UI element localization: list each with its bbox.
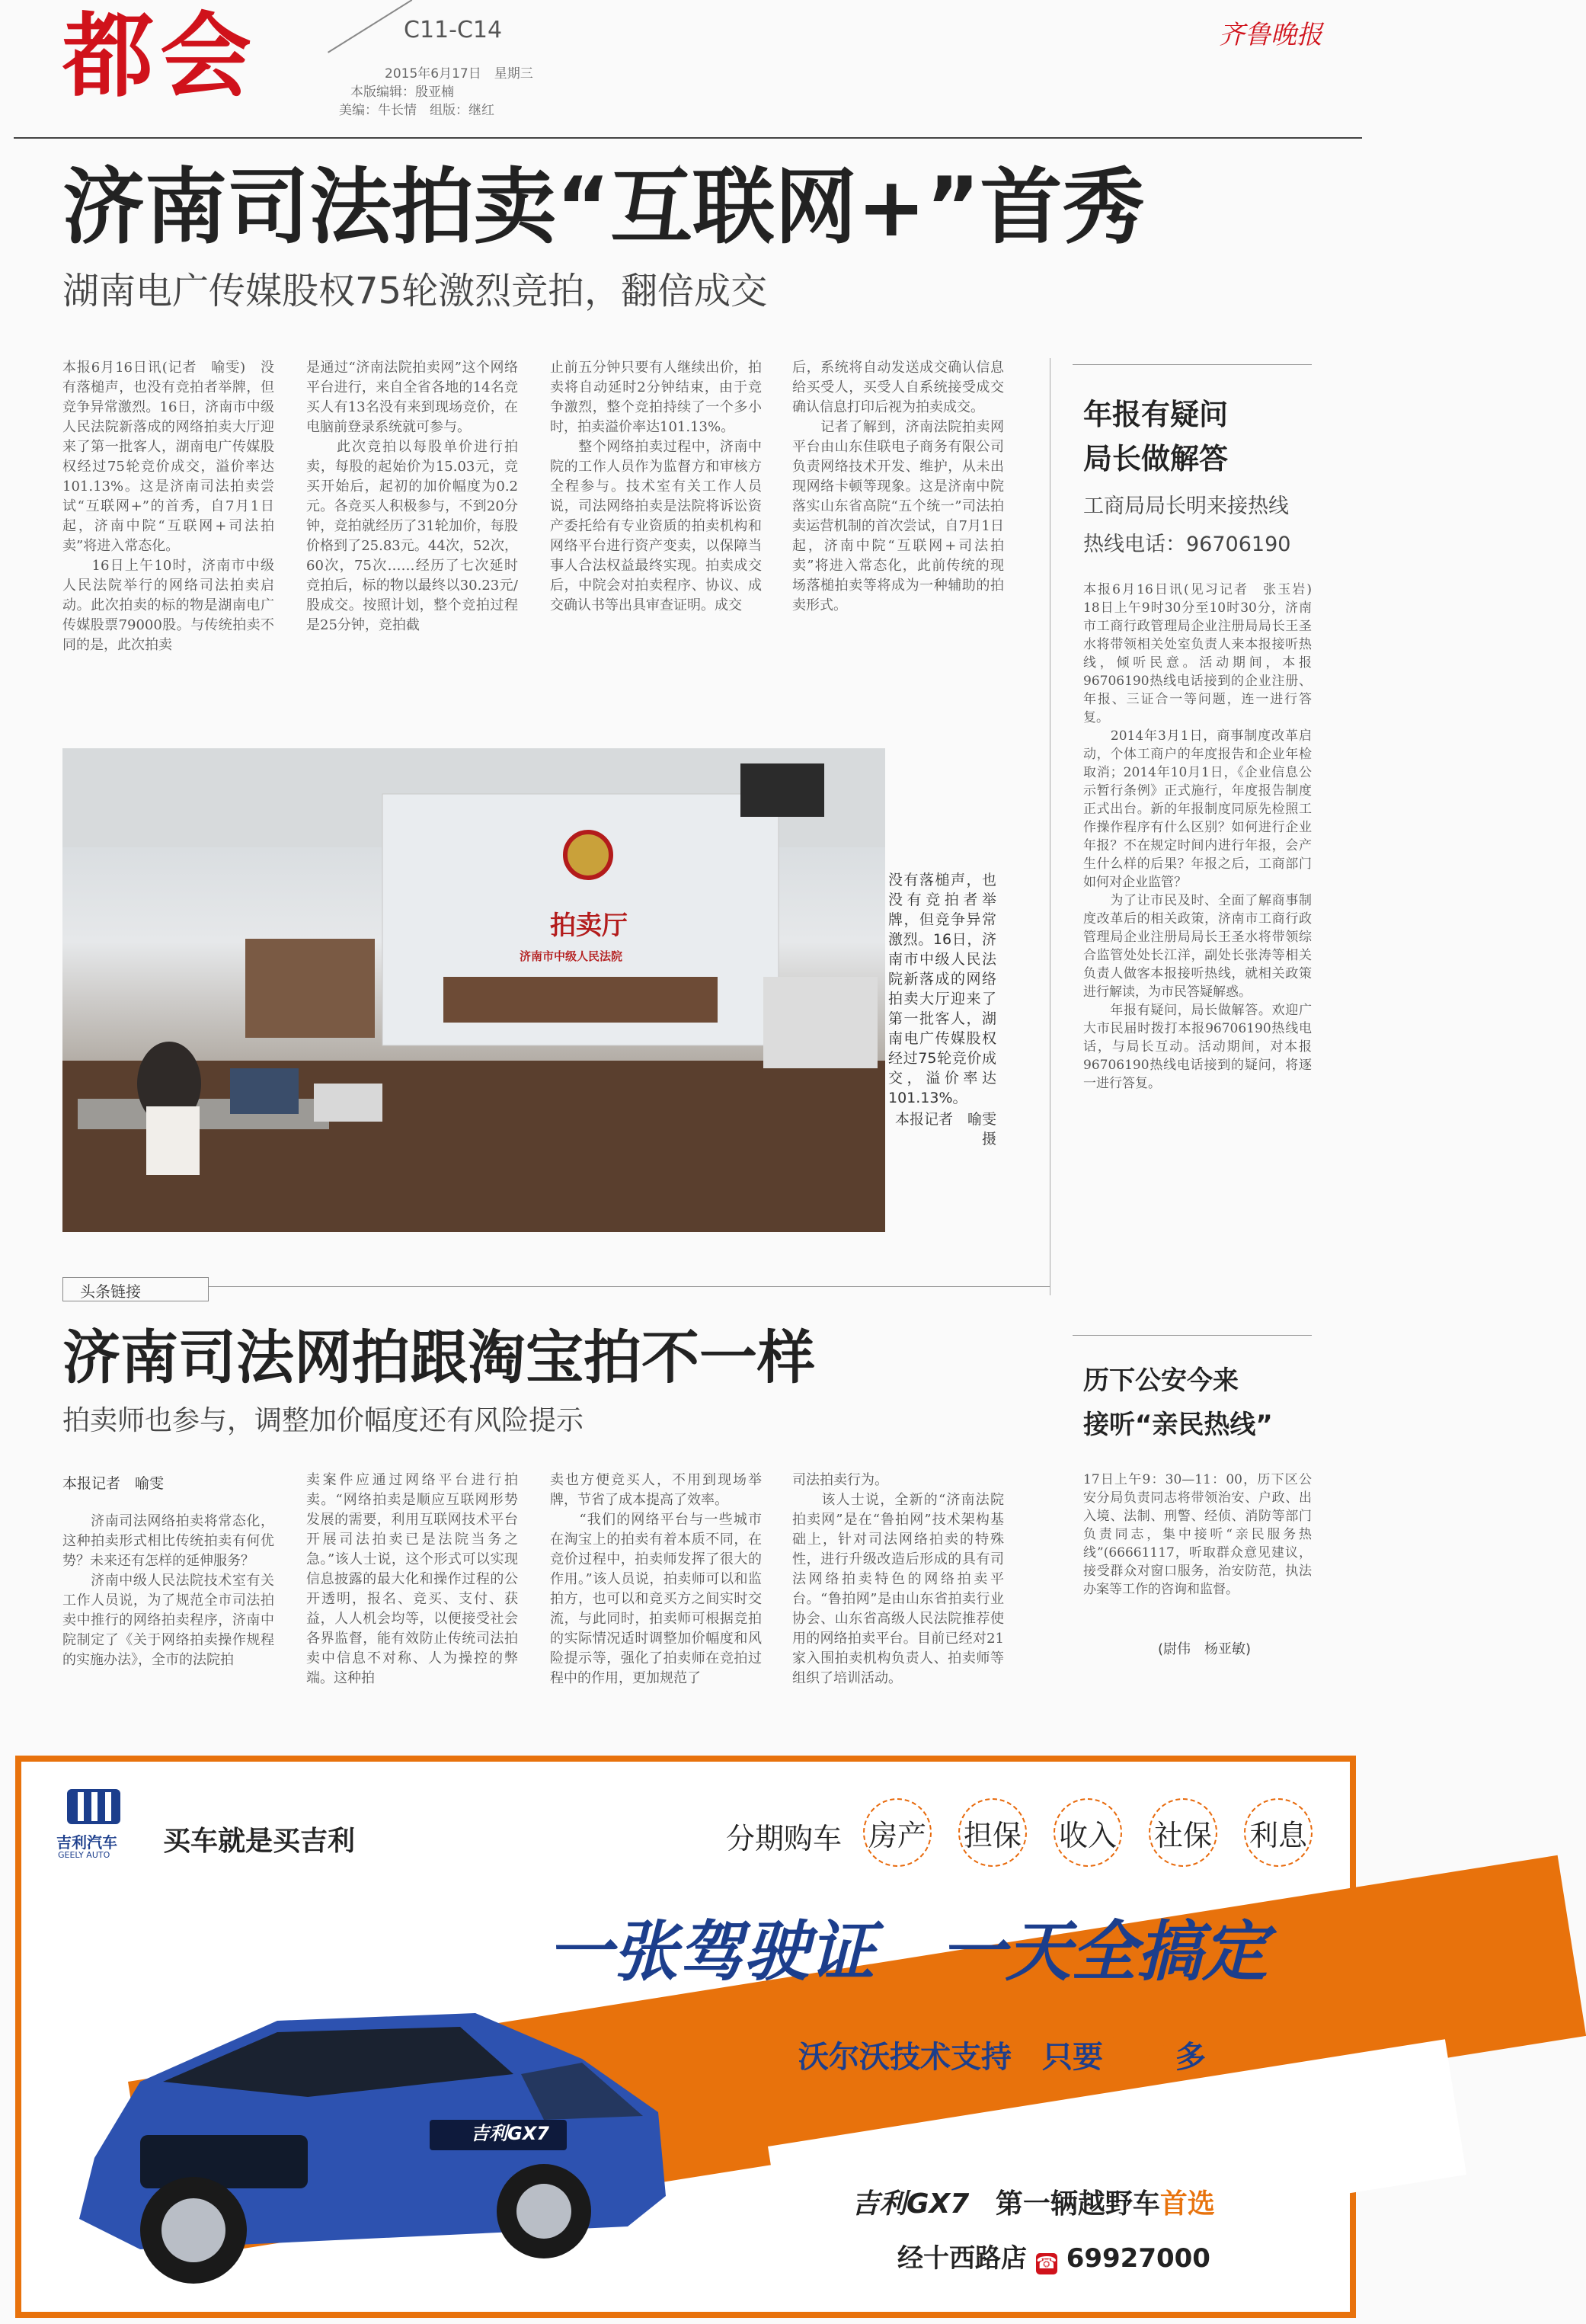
sidebar-bottom-headline-1: 历下公安今来: [1083, 1365, 1239, 1396]
court-emblem-icon: [565, 832, 611, 878]
main-column-3: 止前五分钟只要有人继续出价，拍卖将自动延时2分钟结束，由于竞争激烈，整个竞拍持续了一个多小时，拍卖溢价率达101.13%。 整个网络拍卖过程中，济南中院的工作人员作为监督方和审核方全程参与。技术室有关工作人员说，司法网络拍卖是法院将诉讼资产委托给有专业资质的拍卖机构和网络平台进行资产变卖，以保障当事人合法权益最终实现。拍卖成交后，中院会对拍卖程序、协议、成交确认书等出具审查证明。成交: [550, 360, 762, 613]
sidebar-bottom-body: 17日上午9：30—11：00，历下区公安分局负责同志将带领治安、户政、出入境、法制、刑警、经侦、消防等部门负责同志，集中接听“亲民服务热线”(66661117，听取群众意见建议，接受群众对窗口服务，治安防范，执法办案等工作的咨询和监督。: [1083, 1472, 1312, 1597]
photo-sign-hall: 拍卖厅: [550, 911, 628, 941]
sidebar-top-rule: [1073, 364, 1312, 365]
ad-model-line: [852, 2182, 1215, 2221]
page-range: C11-C14: [404, 17, 503, 43]
ad-tech-line: [798, 2019, 1206, 2080]
main-headline: 济南司法拍卖“互联网+”首秀: [62, 160, 1145, 255]
newspaper-logo: 齐鲁晚报: [1219, 20, 1322, 50]
linked-column-1: 济南司法网络拍卖将常态化，这种拍卖形式相比传统拍卖有何优势？未来还有怎样的延伸服务？ 济南中级人民法院技术室有关工作人员说，为了规范全市司法拍卖中推行的网络拍卖程序，济南中院制定了《关于网络拍卖操作规程的实施办法》，全市的法院拍: [62, 1513, 274, 1668]
page-editor: 本版编辑：殷亚楠: [350, 85, 454, 100]
linked-subheadline: 拍卖师也参与，调整加价幅度还有风险提示: [62, 1405, 584, 1436]
ad-slogan: 买车就是买吉利: [163, 1826, 356, 1857]
ad-model: 吉利GX7: [852, 2188, 970, 2220]
ad-circle-insurance: 社保: [1149, 1798, 1217, 1867]
main-subheadline: 湖南电广传媒股权75轮激烈竞拍，翻倍成交: [62, 270, 768, 312]
ad-phone: 69927000: [1066, 2243, 1210, 2274]
sidebar-top-sub-1: 工商局局长明来接热线: [1083, 495, 1289, 518]
linked-column-4: 司法拍卖行为。 该人士说，全新的“济南法院拍卖网”是在“鲁拍网”技术架构基础上，针对司法网络拍卖的特殊性，进行升级改造后形成的具有司法网络拍卖特色的网络拍卖平台。“鲁拍网”是由山东省拍卖行业协会、山东省高级人民法院推荐使用的网络拍卖平台。目前已经对21家入围拍卖机构负责人、拍卖师等组织了培训活动。: [792, 1472, 1004, 1686]
linked-byline: 本报记者 喻雯: [62, 1475, 165, 1492]
main-column-4: 后，系统将自动发送成交确认信息给买受人，买受人自系统接受成交确认信息打印后视为拍卖成交。 记者了解到，济南法院拍卖网平台由山东佳联电子商务有限公司负责网络技术开发、维护，从未出现网络卡顿等现象。这是济南中院落实山东省高院“五个统一”司法拍卖运营机制的首次尝试，自7月1日起，济南中院“互联网+司法拍卖”将进入常态化，此前传统的现场落槌拍卖等将成为一种辅助的拍卖形式。: [792, 360, 1004, 613]
ad-model-tag-em: 首选: [1159, 2188, 1215, 2220]
sidebar-bottom-headline-2: 接听“亲民热线”: [1083, 1410, 1273, 1440]
linked-column-3: 卖也方便竞买人，不用到现场举牌，节省了成本提高了效率。 “我们的网络平台与一些城市在淘宝上的拍卖有着本质不同，在竞价过程中，拍卖师发挥了很大的作用。”该人员说，拍卖师可以和监拍方，也可以和竞买方之间实时交流，与此同时，拍卖师可根据竞拍的实际情况适时调整加价幅度和风险提示等，强化了拍卖师在竞拍过程中的作用，更加规范了: [550, 1472, 762, 1686]
ad-installment: 分期购车: [726, 1822, 843, 1855]
linked-rule: [62, 1286, 1050, 1287]
masthead-rule: [14, 137, 1362, 139]
car-image: [49, 1967, 689, 2303]
linked-column-2: 卖案件应通过网络平台进行拍卖。“网络拍卖是顺应互联网形势发展的需要，利用互联网技术平台开展司法拍卖已是法院当务之急。”该人士说，这个形式可以实现信息披露的最大化和操作过程的公开透明，报名、竞买、支付、获益，人人机会均等，以便接受社会各界监督，能有效防止传统司法拍卖中信息不对称、人为操控的弊端。这种拍: [306, 1472, 518, 1686]
ad-brand: 吉利汽车: [56, 1833, 117, 1852]
main-column-1: 本报6月16日讯(记者 喻雯) 没有落槌声，也没有竞拍者举牌，但竞争异常激烈。16日，济南市中级人民法院新落成的网络拍卖大厅迎来了第一批客人，湖南电广传媒股权经过75轮竞价成交，溢价率达101.13%。这是济南司法拍卖尝试“互联网+”的首秀，自7月1日起，济南中院“互联网+司法拍卖”将进入常态化。 16日上午10时，济南市中级人民法院举行的网络司法拍卖启动。此次拍卖的标的物是湖南电广传媒股票79000股。与传统拍卖不同的是，此次拍卖: [62, 360, 274, 653]
ad-circle-interest: 利息: [1244, 1798, 1313, 1867]
main-column-2: 是通过“济南法院拍卖网”这个网络平台进行，来自全省各地的14名竞买人有13名没有来到现场竞价，在电脑前登录系统就可参与。 此次竞拍以每股单价进行拍卖，每股的起始价为15.03元，竞买开始后，起初的加价幅度为0.2元。各竞买人积极参与，不到20分钟，竞拍就经历了31轮加价，每股价格到了25.83元。44次，52次，60次，75次……经历了七次延时竞拍后，标的物以最终以30.23元/股成交。按照计划，整个竞拍过程是25分钟，竞拍截: [306, 360, 518, 633]
ad-store: 经十西路店: [897, 2243, 1027, 2274]
masthead-slant-line: [328, 0, 412, 53]
photo-caption-text: 没有落槌声，也没有竞拍者举牌，但竞争异常激烈。16日，济南市中级人民法院新落成的网络拍卖大厅迎来了第一批客人，湖南电广传媒股权经过75轮竞价成交，溢价率达101.13%。: [888, 872, 996, 1106]
auction-hall-photo: [62, 748, 885, 1232]
car-badge: 吉利GX7: [471, 2123, 549, 2144]
printer-icon: [314, 1084, 382, 1122]
ad-circle-guarantee: 担保: [958, 1798, 1027, 1867]
ad-tech-suffix: 多: [1175, 2040, 1206, 2075]
photo-scene: [62, 748, 885, 1232]
photo-credit: 本报记者 喻雯 摄: [894, 1111, 1012, 1148]
ad-tech-prefix: 沃尔沃技术支持 只要: [798, 2040, 1103, 2075]
issue-date: 2015年6月17日 星期三: [385, 66, 533, 82]
tv-screen-icon: [740, 763, 824, 817]
linked-tag-label: 头条链接: [80, 1282, 141, 1301]
page-design: 美编：牛长情 组版：继红: [339, 103, 494, 118]
sidebar-bottom-credit: (尉伟 杨亚敏): [1158, 1641, 1252, 1657]
section-title: 都会: [62, 4, 257, 110]
sidebar-top-headline-1: 年报有疑问: [1083, 398, 1229, 431]
ad-circle-property: 房产: [863, 1798, 932, 1867]
ad-big-slogan: 一张驾驶证 一天全搞定: [547, 1914, 1268, 1990]
linked-tag: [62, 1277, 209, 1301]
geely-ad: [15, 1756, 1356, 2318]
ad-brand-en: GEELY AUTO: [58, 1850, 110, 1860]
ad-store-line: [897, 2237, 1210, 2274]
phone-icon: ☎: [1036, 2254, 1057, 2273]
photo-caption: [888, 870, 1012, 1149]
ad-model-tag: 第一辆越野车: [995, 2188, 1160, 2220]
linked-headline: 济南司法网拍跟淘宝拍不一样: [62, 1324, 815, 1391]
sidebar-top-headline-2: 局长做解答: [1083, 442, 1229, 475]
sidebar-top-body: 本报6月16日讯(见习记者 张玉岩) 18日上午9时30分至10时30分，济南市工商行政管理局企业注册局局长王圣水将带领相关处室负责人来本报接听热线，倾听民意。活动期间，本报96706190热线电话接到的企业注册、年报、三证合一等问题，连一进行答复。 2014年3月1日，商事制度改革启动，个体工商户的年度报告和企业年检取消；2014年10月1日，《企业信息公示暂行条例》正式施行，年度报告制度正式出台。新的年报制度同原先检照工作操作程序有什么区别？如何进行企业年报？不在规定时间内进行年报，会产生什么样的后果？年报之后，工商部门如何对企业监管？ 为了让市民及时、全面了解商事制度改革后的相关政策，济南市工商行政管理局企业注册局局长王圣水将带领综合监管处处长江洋，副处长张涛等相关负责人做客本报接听热线，就相关政策进行解读，为市民答疑解惑。 年报有疑问，局长做解答。欢迎广大市民届时拨打本报96706190热线电话，与局长互动。活动期间，对本报96706190热线电话接到的疑问，将逐一进行答复。: [1083, 582, 1312, 1091]
ad-circle-income: 收入: [1054, 1798, 1122, 1867]
sidebar-bottom-rule: [1073, 1335, 1312, 1336]
sidebar-top-sub-2: 热线电话：96706190: [1083, 533, 1291, 556]
laptop-icon: [230, 1068, 299, 1114]
photo-sign-court: 济南市中级人民法院: [520, 949, 623, 963]
ad-tech-price: 6万: [1103, 2028, 1175, 2078]
geely-logo-icon: [67, 1789, 120, 1824]
